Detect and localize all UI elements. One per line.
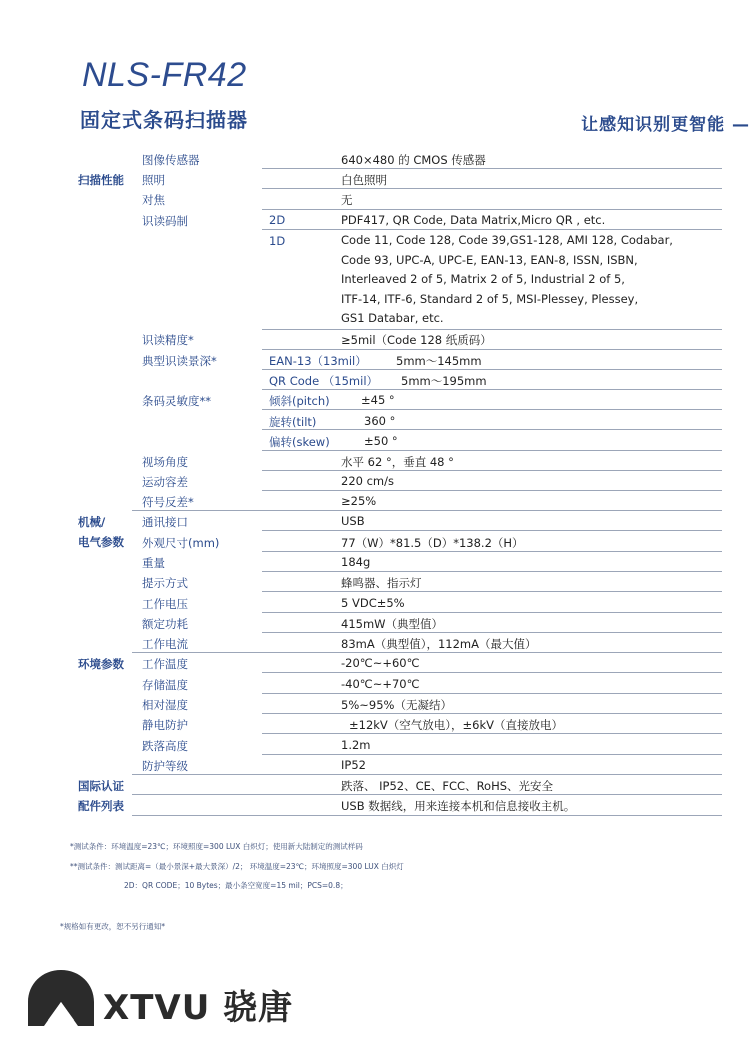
- lighting-value: 白色照明: [341, 173, 387, 187]
- symb-1d-line: Code 11, Code 128, Code 39,GS1-128, AMI 128, Codabar,: [341, 233, 673, 247]
- voltage-label: 工作电压: [142, 597, 188, 611]
- slogan: 让感知识别更智能 —: [581, 115, 750, 135]
- category-mech-line2: 电气参数: [78, 535, 124, 549]
- pitch-value: ±45 °: [361, 393, 395, 407]
- category-accessories: 配件列表: [78, 799, 124, 813]
- model-title: NLS-FR42: [82, 56, 247, 94]
- symb-1d-label: 1D: [269, 234, 286, 248]
- ip-label: 防护等级: [142, 759, 188, 773]
- optemp-value: -20℃~+60℃: [341, 656, 420, 670]
- tilt-label: 旋转(tilt): [269, 415, 317, 429]
- footnote-3: 2D：QR CODE；10 Bytes；最小条空宽度=15 mil；PCS=0.8；: [124, 881, 348, 890]
- dof-qr-value: 5mm～195mm: [401, 374, 487, 388]
- category-env: 环境参数: [78, 657, 124, 671]
- focus-label: 对焦: [142, 193, 165, 207]
- lighting-label: 照明: [142, 173, 165, 187]
- sttemp-label: 存储温度: [142, 678, 188, 692]
- accessories-value: USB 数据线，用来连接本机和信息接收主机。: [341, 799, 576, 813]
- current-value: 83mA（典型值），112mA（最大值）: [341, 637, 537, 651]
- symb-2d-label: 2D: [269, 213, 286, 227]
- symb-1d-line: GS1 Databar, etc.: [341, 311, 444, 325]
- sensitivity-label: 条码灵敏度**: [142, 394, 211, 408]
- footnote-4: *规格如有更改，恕不另行通知*: [60, 922, 165, 931]
- footnote-1: *测试条件：环境温度=23℃；环境照度=300 LUX 白炽灯；使用新大陆制定的测试样码: [70, 842, 363, 851]
- category-scan: 扫描性能: [78, 173, 124, 187]
- pitch-label: 倾斜(pitch): [269, 394, 330, 408]
- esd-label: 静电防护: [142, 718, 188, 732]
- dof-ean-label: EAN-13（13mil）: [269, 354, 367, 368]
- optemp-label: 工作温度: [142, 657, 188, 671]
- dof-ean-value: 5mm～145mm: [396, 354, 482, 368]
- drop-label: 跌落高度: [142, 739, 188, 753]
- footnote-2: **测试条件：测试距离=（最小景深+最大景深）/2； 环境温度=23℃；环境照度=300 LUX 白炽灯: [70, 862, 404, 871]
- humidity-value: 5%~95%（无凝结）: [341, 698, 452, 712]
- interface-value: USB: [341, 514, 365, 528]
- cert-value: 跌落、 IP52、CE、FCC、RoHS、光安全: [341, 779, 554, 793]
- current-label: 工作电流: [142, 637, 188, 651]
- contrast-label: 符号反差*: [142, 495, 194, 509]
- brand-logo-icon: [26, 968, 96, 1028]
- ip-value: IP52: [341, 758, 366, 772]
- power-label: 额定功耗: [142, 617, 188, 631]
- tilt-value: 360 °: [364, 414, 396, 428]
- sensor-value: 640×480 的 CMOS 传感器: [341, 153, 486, 167]
- weight-label: 重量: [142, 556, 165, 570]
- symb-2d-value: PDF417, QR Code, Data Matrix,Micro QR , etc.: [341, 213, 606, 227]
- skew-label: 偏转(skew): [269, 435, 330, 449]
- symb-1d-values: [341, 231, 673, 329]
- symbologies-label: 识读码制: [142, 214, 188, 228]
- focus-value: 无: [341, 193, 353, 207]
- dof-qr-label: QR Code （15mil）: [269, 374, 379, 388]
- precision-label: 识读精度*: [142, 333, 194, 347]
- category-mech-line1: 机械/: [78, 515, 106, 529]
- motion-value: 220 cm/s: [341, 474, 394, 488]
- interface-label: 通讯接口: [142, 515, 188, 529]
- weight-value: 184g: [341, 555, 371, 569]
- fov-label: 视场角度: [142, 455, 188, 469]
- contrast-value: ≥25%: [341, 494, 377, 508]
- notify-value: 蜂鸣器、指示灯: [341, 576, 422, 590]
- motion-label: 运动容差: [142, 475, 188, 489]
- fov-value: 水平 62 °，垂直 48 °: [341, 455, 454, 469]
- category-cert: 国际认证: [78, 779, 124, 793]
- dimensions-value: 77（W）*81.5（D）*138.2（H）: [341, 536, 524, 550]
- sensor-label: 图像传感器: [142, 153, 200, 167]
- voltage-value: 5 VDC±5%: [341, 596, 405, 610]
- notify-label: 提示方式: [142, 576, 188, 590]
- power-value: 415mW（典型值）: [341, 617, 444, 631]
- symb-1d-line: Code 93, UPC-A, UPC-E, EAN-13, EAN-8, ISSN, ISBN,: [341, 252, 638, 267]
- symb-1d-line: Interleaved 2 of 5, Matrix 2 of 5, Industrial 2 of 5,: [341, 272, 625, 286]
- humidity-label: 相对湿度: [142, 698, 188, 712]
- sttemp-value: -40℃~+70℃: [341, 677, 420, 691]
- brand-name: XTVU 骁唐: [103, 988, 294, 1028]
- dof-label: 典型识读景深*: [142, 354, 217, 368]
- drop-value: 1.2m: [341, 738, 371, 752]
- symb-1d-line: ITF-14, ITF-6, Standard 2 of 5, MSI-Plessey, Plessey,: [341, 291, 639, 306]
- skew-value: ±50 °: [364, 434, 398, 448]
- dimensions-label: 外观尺寸(mm): [142, 536, 220, 550]
- esd-value: ±12kV（空气放电），±6kV（直接放电）: [349, 718, 564, 732]
- product-subtitle: 固定式条码扫描器: [80, 108, 248, 132]
- precision-value: ≥5mil（Code 128 纸质码）: [341, 333, 492, 347]
